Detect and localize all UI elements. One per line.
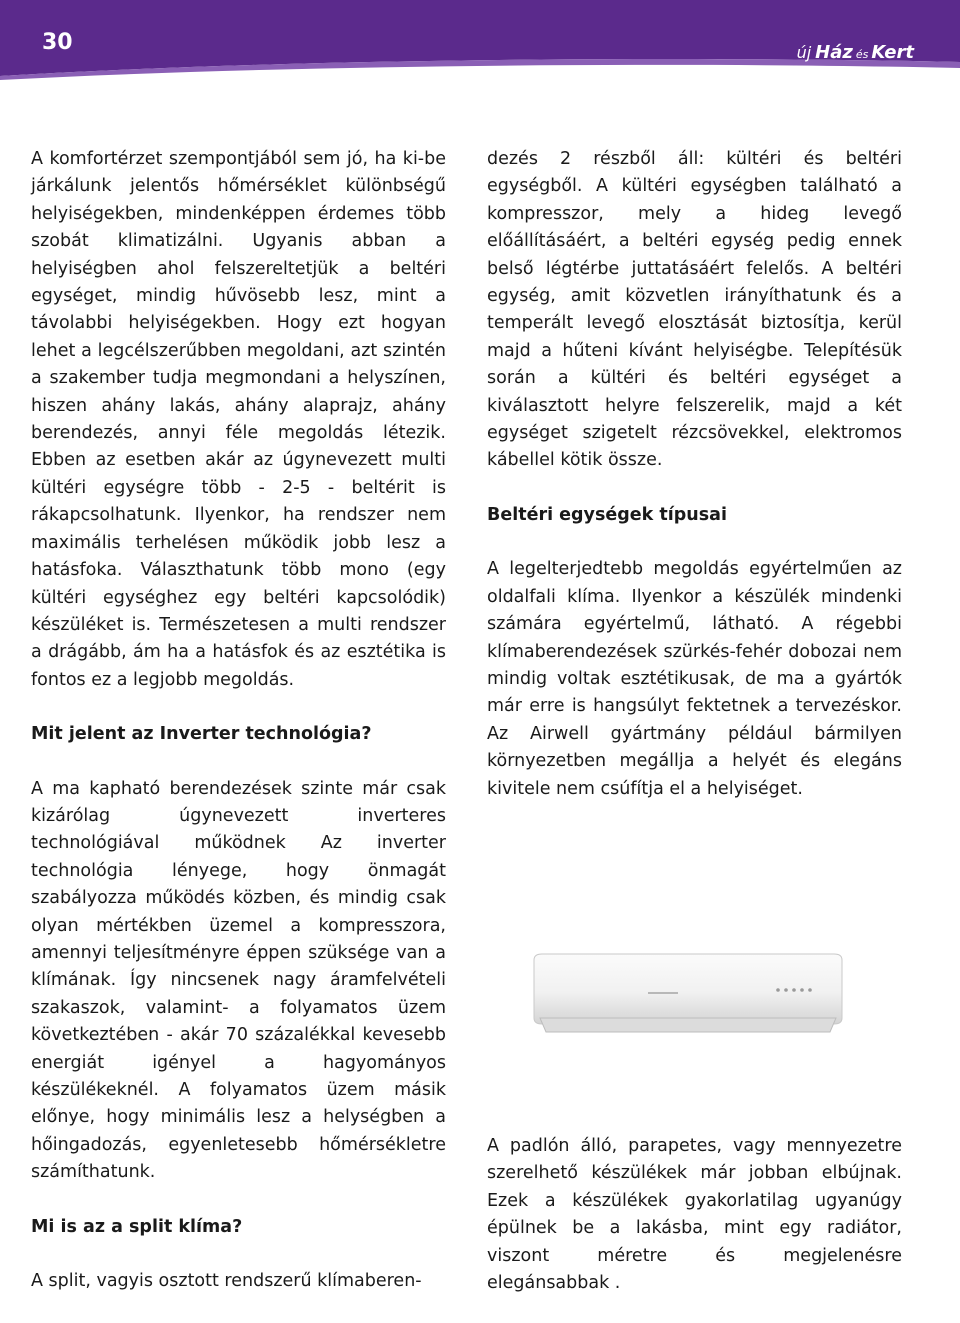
left-paragraph-1: A komfortérzet szempontjából sem jó, ha ki-be járkálunk jelentős hőmérséklet különbségű helyiségekben, mindenképpen érdemes több szobát klimatizálni. Ugyanis abban a helyiségben ahol felszereltetjük a beltéri egységet, mindig hűvösebb lesz, mint a távolabbi helyiségekben. Hogy ezt hogyan lehet a legcélszerűbben megoldani, azt szintén a szakember tudja megmondani a helyszínen, hiszen ahány lakás, ahány alaprajz, ahány berendezés, annyi féle megoldás létezik. Ebben az esetben akár az úgynevezett multi kültéri egységre több - 2-5 - beltérit is rákapcsolhatunk. Ilyenkor, ha rendszer nem maximális terhelésen működik jobb lesz a hatásfoka. Választhatunk több mono (egy kültéri egységhez egy beltéri kapcsolódik) készüléket is. Természetesen a multi rendszer a drágább, ám ha a hatásfok és az esztétika is fontos ez a legjobb megoldás.	[31, 149, 446, 690]
page-header	[0, 0, 960, 80]
logo-word-kert: Kert	[871, 42, 914, 63]
right-paragraph-1: dezés 2 részből áll: kültéri és beltéri egységből. A kültéri egységben található a kompresszor, mely a hideg levegő előállításáért, a beltéri egység pedig ennek belső légtérbe juttatásáért felelős. A beltéri egység, amit közvetlen irányíthatunk és a temperált levegő elosztását biztosítja, kerül majd a hűteni kívánt helyiségbe. Telepítésük során a kültéri és beltéri egységet a kiválasztott helyre felszerelik, majd a két egységet szigetelt rézcsövekkel, elektromos kábellel kötik össze.	[487, 149, 902, 471]
heading-indoor-types: Beltéri egységek típusai	[487, 504, 727, 525]
heading-split: Mi is az a split klíma?	[31, 1216, 243, 1237]
right-paragraph-2: A legelterjedtebb megoldás egyértelműen az oldalfali klíma. Ilyenkor a készülék mindenki számára egyértelmű, látható. A régebbi klímaberendezések szürkés-fehér dobozai nem mindig voltak esztétikusak, de ma a gyártók már erre is hangsúlyt fektetnek a tervezéskor. Az Airwell gyártmány például bármilyen környezetben megállja a helyét és elegáns kivitele nem csúfítja el a helyiséget.	[487, 559, 902, 799]
header-band	[0, 0, 960, 80]
left-paragraph-3: A split, vagyis osztott rendszerű klímaberen-	[31, 1271, 422, 1292]
logo-connector: és	[855, 48, 869, 61]
logo-prefix: új	[796, 43, 812, 62]
heading-inverter: Mit jelent az Inverter technológia?	[31, 724, 372, 745]
air-conditioner-image	[528, 952, 848, 1036]
magazine-logo	[797, 42, 914, 63]
right-column	[487, 146, 902, 803]
left-column	[31, 146, 446, 1295]
page-number: 30	[42, 30, 73, 55]
wall-air-conditioner-icon	[528, 952, 848, 1036]
right-column-bottom	[487, 1133, 902, 1297]
logo-word-haz: Ház	[815, 42, 853, 63]
right-paragraph-3: A padlón álló, parapetes, vagy mennyezetre szerelhető készülékek már jobban elbújnak. Ezek a készülékek gyakorlatilag ugyanúgy épülnek be a lakásba, mint egy radiátor, viszont méretre és megjelenésre elegánsabbak .	[487, 1136, 902, 1294]
left-paragraph-2: A ma kapható berendezések szinte már csak kizárólag úgynevezett inverteres technológiával működnek Az inverter technológia lényege, hogy önmagát szabályozza működés közben, és mindig csak olyan mértékben üzemel a kompresszora, amennyi teljesítményre éppen szüksége van a klímának. Így nincsenek nagy áramfelvételi szakaszok, valamint- a folyamatos üzem következtében - akár 70 százalékkal kevesebb energiát igényel a hagyományos készülékeknél. A folyamatos üzem másik előnye, hogy minimális lesz a helységben a hőingadozás, egyenletesebb hőmérsékletre számíthatunk.	[31, 778, 446, 1183]
